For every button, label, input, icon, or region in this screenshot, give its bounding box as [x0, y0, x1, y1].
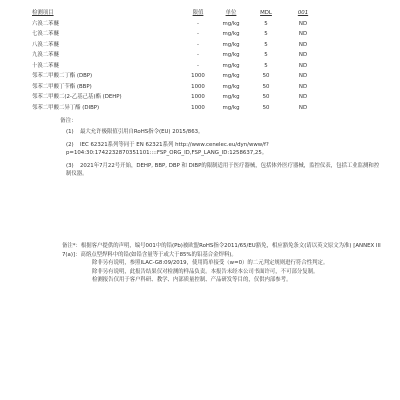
note-number: (1) — [66, 129, 74, 135]
note-number: (3) — [66, 162, 74, 169]
row-item: 十溴二苯醚 — [32, 62, 59, 69]
row-item: 邻苯二甲酸二(2-乙基己基)酯 (DEHP) — [32, 94, 122, 100]
remark-line: 除非另有说明，此报告结果仅对检测的样品负责。本报告未经本公司书面许可，不可部分复制。 — [92, 268, 319, 275]
row-mdl: 5 — [264, 20, 268, 27]
note-item — [60, 162, 380, 179]
note-text: 最大允许极限值引用自RoHS指令(EU) 2015/863。 — [80, 129, 204, 135]
test-results-table — [30, 8, 330, 113]
note-number: (2) — [66, 141, 74, 148]
remark-line: 检测报告仅用于客户科研、教学、内部质量控制、产品研发等目的，仅供内部参考。 — [92, 277, 292, 283]
note-item — [60, 141, 380, 158]
row-item: 邻苯二甲酸二异丁酯 (DIBP) — [32, 104, 100, 111]
header-mdl: MDL — [260, 10, 272, 16]
row-item: 六溴二苯醚 — [32, 20, 59, 27]
row-mdl: 5 — [264, 41, 268, 48]
remark-line: 备注*：根据客户提供的声明，编号001中的铅(Pb)被欧盟RoHS指令2011/65/EU豁免，相应豁免条文(请以英文原文为准) [ANNEX III 7(a)]：高熔点型焊料中的铅(如铅含量等于或大于85%的铅基合金焊料)。 — [62, 243, 381, 258]
row-result: ND — [298, 73, 308, 79]
row-unit: mg/kg — [222, 83, 240, 90]
row-limit: - — [197, 31, 199, 37]
row-result: ND — [298, 94, 308, 100]
row-mdl: 5 — [264, 62, 268, 69]
row-unit: mg/kg — [222, 94, 240, 100]
row-limit: 1000 — [191, 73, 205, 79]
table-row — [30, 103, 330, 114]
row-result: ND — [298, 52, 308, 58]
row-result: ND — [298, 20, 308, 27]
notes-section — [60, 116, 380, 179]
row-result: ND — [298, 41, 308, 48]
row-mdl: 50 — [262, 104, 270, 111]
row-limit: - — [197, 20, 199, 27]
row-limit: 1000 — [191, 94, 205, 100]
row-result: ND — [298, 62, 308, 69]
remark-section — [62, 242, 382, 285]
row-item: 邻苯二甲酸丁苄酯 (BBP) — [32, 83, 92, 90]
table-row — [30, 92, 330, 103]
row-item: 七溴二苯醚 — [32, 31, 59, 37]
row-unit: mg/kg — [222, 62, 240, 69]
row-item: 九溴二苯醚 — [32, 52, 59, 58]
row-result: ND — [298, 104, 308, 111]
note-item — [60, 128, 380, 137]
table-body — [30, 19, 330, 114]
row-mdl: 5 — [264, 31, 268, 37]
table-row — [30, 40, 330, 51]
row-unit: mg/kg — [222, 31, 240, 37]
row-limit: - — [197, 52, 199, 58]
table-row — [30, 82, 330, 93]
row-unit: mg/kg — [222, 73, 240, 79]
row-unit: mg/kg — [222, 20, 240, 27]
row-limit: 1000 — [191, 83, 205, 90]
row-unit: mg/kg — [222, 104, 240, 111]
remark-line: 除非另有说明，参照ILAC-G8:09/2019，使用简单接受（w=0）的二元判定规则进行符合性判定。 — [92, 260, 329, 266]
notes-title: 备注： — [60, 118, 77, 124]
table-header — [30, 8, 330, 19]
row-mdl: 50 — [262, 83, 270, 90]
table-row — [30, 61, 330, 72]
header-result: 001 — [297, 10, 309, 16]
header-limit: 限值 — [192, 10, 204, 16]
row-item: 八溴二苯醚 — [32, 41, 59, 48]
row-item: 邻苯二甲酸二丁酯 (DBP) — [32, 73, 93, 79]
header-unit: 单位 — [225, 10, 237, 16]
header-item: 检测项目 — [32, 10, 54, 16]
table-row — [30, 71, 330, 82]
row-limit: - — [197, 41, 199, 48]
row-result: ND — [298, 31, 308, 37]
table-row — [30, 19, 330, 30]
row-mdl: 5 — [264, 52, 268, 58]
row-limit: - — [197, 62, 199, 69]
table-row — [30, 50, 330, 61]
row-unit: mg/kg — [222, 41, 240, 48]
table-row — [30, 29, 330, 40]
row-limit: 1000 — [191, 104, 205, 111]
notes-list — [60, 128, 380, 179]
row-unit: mg/kg — [222, 52, 240, 58]
row-result: ND — [298, 83, 308, 90]
note-text: 2021年7月22号开始，DEHP, BBP, DBP 和 DIBP的限制适用于医疗器械，包括体外医疗器械，监控仪表，包括工业监测和控制仪器。 — [66, 162, 380, 177]
row-mdl: 50 — [262, 73, 270, 79]
row-mdl: 50 — [262, 94, 270, 100]
note-text: IEC 62321系列等同于 EN 62321系列 http://www.cenelec.eu/dyn/www/f?p=104:30:1742232870351101::::FSP_ORG_ID,FSP_LANG_ID:1258637,25。 — [66, 141, 269, 156]
